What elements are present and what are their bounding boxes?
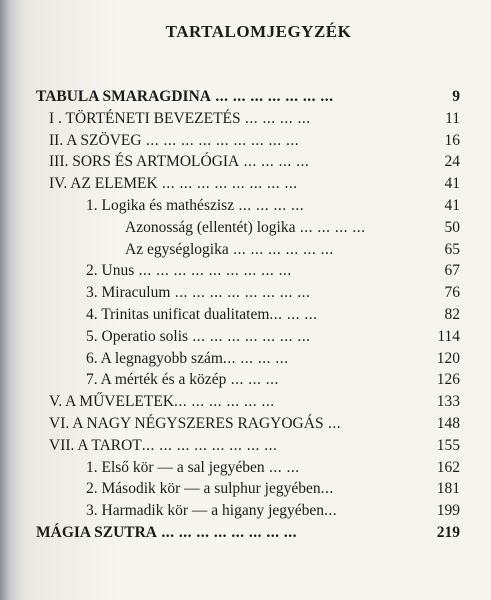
toc-entry-leader-dots: ... ... ... ... ... ... ... ... ... <box>134 262 292 280</box>
toc-entry-page-number: 24 <box>444 153 460 171</box>
toc-entry <box>36 173 460 195</box>
table-of-contents <box>36 86 460 544</box>
page-title: TARTALOMJEGYZÉK <box>165 22 352 41</box>
toc-entry <box>36 435 460 457</box>
toc-entry <box>36 522 460 544</box>
toc-entry-page-number: 41 <box>444 196 460 214</box>
toc-entry-label: 1. Logika és mathészisz <box>86 196 235 214</box>
toc-entry <box>36 195 460 217</box>
toc-entry-leader-dots: ... ... ... ... ... ... ... ... <box>157 523 298 541</box>
toc-entry-page-number: 76 <box>444 284 460 302</box>
book-page <box>26 0 491 600</box>
toc-entry-leader-dots: ... ... ... ... ... ... ... ... <box>141 436 278 454</box>
toc-entry-leader-dots: ... ... ... ... <box>222 349 289 367</box>
toc-entry <box>36 326 460 348</box>
toc-entry-leader-dots: ... ... ... ... <box>240 109 311 127</box>
toc-entry-label: IV. AZ ELEMEK <box>49 175 158 193</box>
toc-entry-label: II. A SZÖVEG <box>49 131 142 149</box>
toc-entry-label: VII. A TAROT <box>49 436 142 454</box>
toc-entry-page-number: 65 <box>444 240 460 258</box>
toc-entry-label: Az egységlogika <box>125 240 229 258</box>
toc-entry-label: 6. A legnagyobb szám <box>86 349 223 367</box>
toc-entry-label: 5. Operatio solis <box>86 327 189 345</box>
toc-entry-label: I . TÖRTÉNETI BEVEZETÉS <box>49 109 241 127</box>
toc-entry-page-number: 11 <box>445 109 460 127</box>
toc-entry-leader-dots: ... <box>320 480 334 498</box>
toc-entry <box>36 304 460 326</box>
toc-entry-page-number: 199 <box>436 502 460 520</box>
toc-entry-label: Azonosság (ellentét) logika <box>125 218 296 236</box>
toc-entry <box>36 130 460 152</box>
toc-entry-label: 3. Miraculum <box>86 284 171 302</box>
toc-entry-label: 4. Trinitas unificat dualitatem <box>86 305 270 323</box>
toc-entry <box>36 260 460 282</box>
toc-entry-label: V. A MŰVELETEK <box>49 393 175 411</box>
toc-entry-label: 2. Unus <box>86 262 135 280</box>
toc-entry-leader-dots: ... ... ... <box>226 371 279 389</box>
toc-entry-page-number: 181 <box>436 480 460 498</box>
toc-entry-page-number: 82 <box>444 305 460 323</box>
toc-entry <box>36 478 460 500</box>
toc-entry <box>36 86 460 108</box>
toc-entry-leader-dots: ... <box>323 414 342 432</box>
toc-entry-leader-dots: ... ... ... ... <box>295 218 366 236</box>
toc-entry-page-number: 114 <box>437 327 460 345</box>
toc-entry <box>36 391 460 413</box>
toc-entry <box>36 108 460 130</box>
toc-entry-page-number: 67 <box>444 262 460 280</box>
toc-entry <box>36 282 460 304</box>
toc-entry-label: MÁGIA SZUTRA <box>36 523 158 541</box>
toc-entry <box>36 369 460 391</box>
toc-entry-leader-dots: ... ... ... ... ... ... ... ... <box>157 175 298 193</box>
toc-entry-page-number: 148 <box>436 414 460 432</box>
toc-entry-leader-dots: ... ... ... <box>269 305 318 323</box>
toc-entry-leader-dots: ... ... ... ... ... ... <box>174 393 275 411</box>
toc-entry-leader-dots: ... ... ... ... ... ... ... <box>210 88 334 105</box>
toc-entry <box>36 239 460 261</box>
toc-entry-leader-dots: ... ... ... ... ... ... ... ... ... <box>141 131 300 149</box>
page-gutter-shadow <box>0 0 26 600</box>
toc-entry-leader-dots: ... ... ... ... ... ... ... ... <box>170 284 311 302</box>
toc-entry-leader-dots: ... ... ... ... ... ... ... <box>188 327 311 345</box>
toc-entry-page-number: 155 <box>436 436 460 454</box>
toc-entry-page-number: 126 <box>436 371 460 389</box>
toc-entry-leader-dots: ... ... <box>264 458 300 476</box>
toc-entry-page-number: 16 <box>444 131 460 149</box>
toc-entry <box>36 413 460 435</box>
toc-entry <box>36 151 460 173</box>
toc-entry-leader-dots: ... <box>324 502 338 520</box>
toc-entry-page-number: 162 <box>436 458 460 476</box>
toc-entry-label: III. SORS ÉS ARTMOLÓGIA <box>49 153 240 171</box>
toc-entry <box>36 457 460 479</box>
toc-entry-leader-dots: ... ... ... ... ... ... <box>228 240 334 258</box>
toc-entry-leader-dots: ... ... ... ... <box>234 196 305 214</box>
toc-entry-label: 7. A mérték és a közép <box>86 371 227 389</box>
toc-entry-label: TABULA SMARAGDINA <box>36 88 211 105</box>
toc-entry <box>36 500 460 522</box>
toc-entry-page-number: 133 <box>436 393 460 411</box>
toc-entry-label: VI. A NAGY NÉGYSZERES RAGYOGÁS <box>49 414 324 432</box>
toc-entry-page-number: 120 <box>436 349 460 367</box>
toc-entry <box>36 217 460 239</box>
toc-entry-page-number: 41 <box>444 175 460 193</box>
toc-entry-page-number: 219 <box>436 523 460 541</box>
toc-entry-label: 1. Első kör — a sal jegyében <box>86 458 265 476</box>
toc-entry-label: 2. Második kör — a sulphur jegyében <box>86 480 321 498</box>
toc-entry <box>36 348 460 370</box>
toc-entry-leader-dots: ... ... ... ... <box>239 153 310 171</box>
toc-entry-page-number: 9 <box>452 88 460 105</box>
toc-entry-page-number: 50 <box>444 218 460 236</box>
toc-entry-label: 3. Harmadik kör — a higany jegyében <box>86 502 325 520</box>
